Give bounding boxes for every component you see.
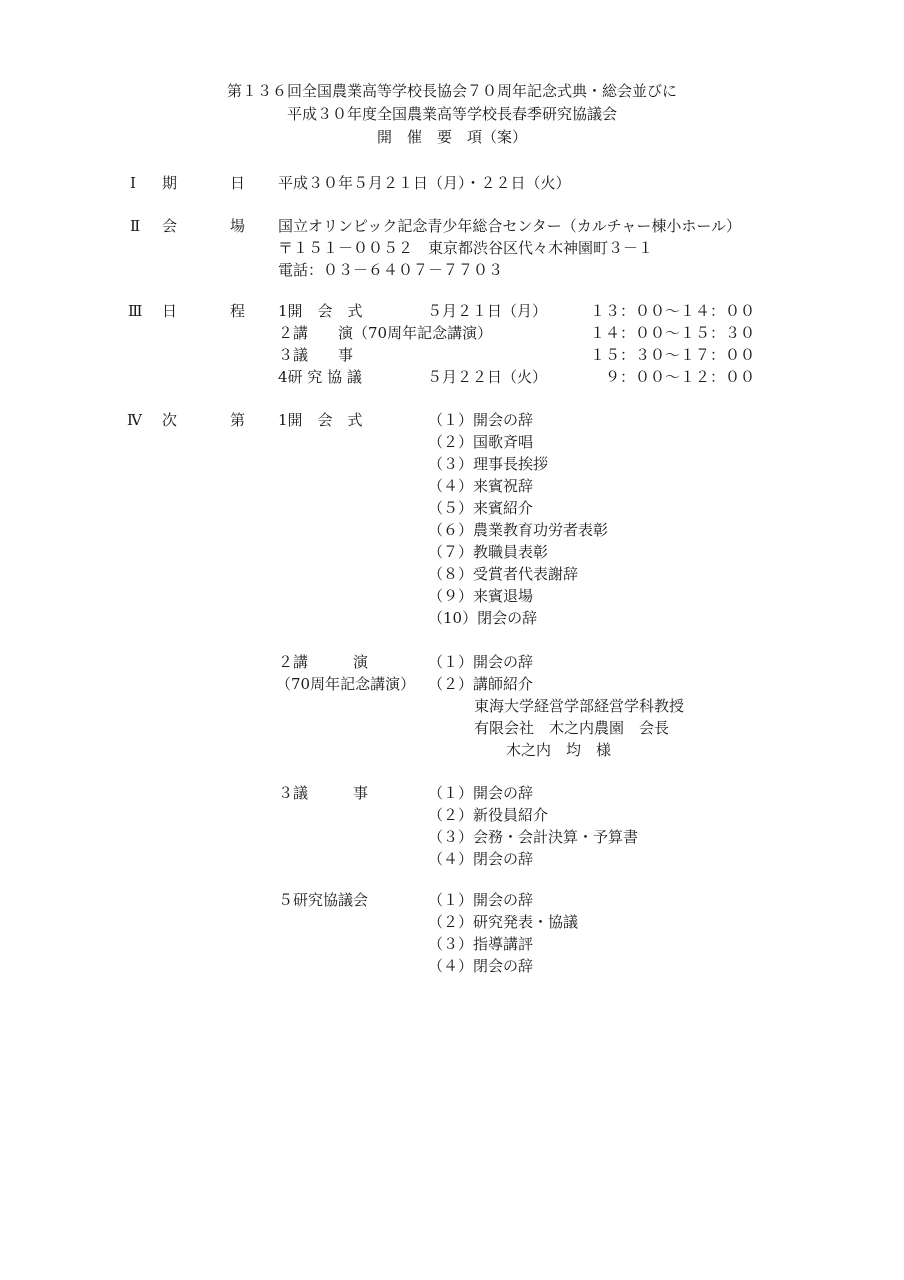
schedule-date: ５月２２日（火） (427, 368, 548, 386)
program-item: （３）会務・会計決算・予算書 (428, 828, 639, 846)
section-numeral: Ⅱ (130, 217, 141, 235)
program-item: （２）講師紹介 (428, 675, 534, 693)
section-numeral: Ⅰ (130, 174, 136, 192)
date-value: 平成３０年５月２１日（月）・２２日（火） (278, 174, 571, 192)
section-label-first: 会 (162, 217, 178, 235)
schedule-item: ２講 演（70周年記念講演） (278, 324, 493, 342)
program-item: （３）理事長挨拶 (428, 455, 549, 473)
program-item: （１）開会の辞 (428, 784, 534, 802)
title-line-2: 平成３０年度全国農業高等学校長春季研究協議会 (286, 105, 617, 123)
section-label-last: 第 (230, 411, 246, 429)
schedule-item: ３議 事 (278, 346, 354, 364)
program-item: （１）開会の辞 (428, 411, 534, 429)
section-label-last: 場 (230, 217, 246, 235)
program-heading: ５研究協議会 (278, 891, 369, 909)
venue-phone: 電話：０３－６４０７－７７０３ (278, 261, 504, 279)
title-line-3: 開 催 要 項（案） (376, 128, 527, 146)
schedule-time: １３：００～１４：００ (590, 302, 756, 320)
venue-address: 〒１５１－００５２ 東京都渋谷区代々木神園町３－１ (278, 239, 654, 257)
section-label-first: 期 (162, 174, 178, 192)
title-line-1: 第１３６回全国農業高等学校長協会７０周年記念式典・総会並びに (226, 82, 677, 100)
program-item: （４）来賓祝辞 (428, 477, 534, 495)
speaker-affiliation: 有限会社 木之内農園 会長 (474, 719, 670, 737)
speaker-name: 木之内 均 様 (506, 741, 612, 759)
program-item: （７）教職員表彰 (428, 543, 549, 561)
program-item: （４）閉会の辞 (428, 850, 534, 868)
schedule-item: 4研 究 協 議 (278, 368, 362, 386)
schedule-time: １４：００～１５：３０ (590, 324, 756, 342)
program-item: （６）農業教育功労者表彰 (428, 521, 609, 539)
program-item: （１）開会の辞 (428, 653, 534, 671)
program-heading: 1開 会 式 (278, 411, 363, 429)
section-label-first: 日 (162, 302, 178, 320)
program-item: （１）開会の辞 (428, 891, 534, 909)
program-item: （２）新役員紹介 (428, 806, 549, 824)
program-item: （２）国歌斉唱 (428, 433, 534, 451)
section-label-first: 次 (162, 411, 178, 429)
program-item: （３）指導講評 (428, 935, 534, 953)
program-heading: ３議 事 (278, 784, 369, 802)
venue-name: 国立オリンピック記念青少年総合センター（カルチャー棟小ホール） (278, 217, 742, 235)
program-item: （９）来賓退場 (428, 587, 534, 605)
schedule-date: ５月２１日（月） (427, 302, 548, 320)
schedule-time: ９：００～１２：００ (605, 368, 756, 386)
program-subheading: （70周年記念講演） (276, 675, 416, 693)
program-heading: ２講 演 (278, 653, 369, 671)
program-item: （５）来賓紹介 (428, 499, 534, 517)
section-label-last: 日 (230, 174, 246, 192)
section-numeral: Ⅲ (128, 302, 143, 320)
program-item: （２）研究発表・協議 (428, 913, 579, 931)
program-item: （４）閉会の辞 (428, 957, 534, 975)
schedule-time: １５：３０～１７：００ (590, 346, 756, 364)
program-item: （８）受賞者代表謝辞 (428, 565, 579, 583)
section-label-last: 程 (230, 302, 246, 320)
program-item: （10）閉会の辞 (428, 609, 538, 627)
section-numeral: Ⅳ (127, 411, 142, 429)
speaker-title: 東海大学経営学部経営学科教授 (474, 697, 685, 715)
schedule-item: 1開 会 式 (278, 302, 363, 320)
